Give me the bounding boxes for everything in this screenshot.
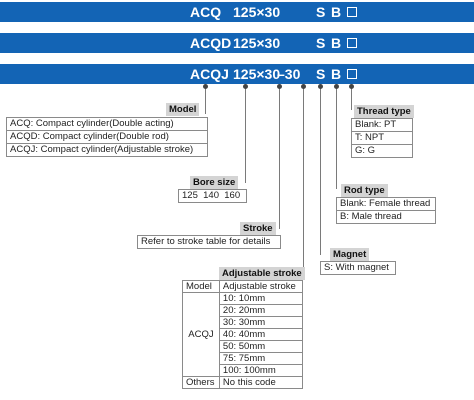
code-bar-acqd bbox=[0, 33, 474, 53]
adjustable-connector bbox=[303, 86, 304, 277]
bore-values: 125 140 160 bbox=[182, 190, 241, 201]
model-option: ACQJ: Compact cylinder(Adjustable stroke) bbox=[7, 143, 207, 156]
bore-options bbox=[178, 189, 247, 203]
code-model: ACQ bbox=[190, 4, 222, 20]
rod-option: Blank: Female thread bbox=[340, 198, 431, 209]
stroke-options bbox=[137, 235, 281, 249]
rod-dot bbox=[334, 84, 339, 89]
model-options bbox=[6, 117, 208, 157]
adjustable-value: 75: 75mm bbox=[219, 353, 302, 365]
rod-label: Rod type bbox=[341, 184, 388, 197]
thread-options bbox=[351, 118, 413, 158]
code-model: ACQJ bbox=[190, 66, 229, 82]
thread-placeholder-box bbox=[347, 38, 357, 48]
stroke-value: Refer to stroke table for details bbox=[141, 236, 271, 247]
adjustable-others-model: Others bbox=[183, 377, 220, 389]
rod-option: B: Male thread bbox=[337, 210, 435, 223]
stroke-label: Stroke bbox=[240, 222, 276, 235]
code-bar-acq bbox=[0, 2, 474, 22]
rod-options bbox=[336, 197, 436, 224]
adjustable-dot bbox=[301, 84, 306, 89]
rod-connector bbox=[336, 86, 337, 189]
code-size: 125×30 bbox=[233, 4, 281, 20]
magnet-label: Magnet bbox=[330, 248, 369, 261]
thread-option: T: NPT bbox=[352, 131, 412, 144]
code-rod: B bbox=[331, 66, 342, 82]
adjustable-value: 20: 20mm bbox=[219, 305, 302, 317]
adjustable-header-stroke: Adjustable stroke bbox=[219, 281, 302, 293]
magnet-options bbox=[320, 261, 396, 275]
model-label: Model bbox=[166, 103, 199, 116]
adjustable-value: 40: 40mm bbox=[219, 329, 302, 341]
adjustable-group-model: ACQJ bbox=[183, 293, 220, 377]
thread-placeholder-box bbox=[347, 69, 357, 79]
code-size: 125×30 bbox=[233, 66, 281, 82]
thread-option: G: G bbox=[352, 144, 412, 157]
thread-dot bbox=[349, 84, 354, 89]
model-connector bbox=[205, 86, 206, 114]
model-option: ACQ: Compact cylinder(Double acting) bbox=[10, 118, 174, 129]
code-model: ACQD bbox=[190, 35, 232, 51]
adjustable-value: 100: 100mm bbox=[219, 365, 302, 377]
code-magnet: S bbox=[316, 4, 326, 20]
code-rod: B bbox=[331, 4, 342, 20]
bore-label: Bore size bbox=[190, 176, 238, 189]
magnet-dot bbox=[318, 84, 323, 89]
code-stroke-suffix: –30 bbox=[277, 66, 301, 82]
code-rod: B bbox=[331, 35, 342, 51]
model-dot bbox=[203, 84, 208, 89]
stroke-connector bbox=[279, 86, 280, 229]
thread-placeholder-box bbox=[347, 7, 357, 17]
adjustable-table bbox=[182, 280, 303, 389]
adjustable-header-model: Model bbox=[183, 281, 220, 293]
code-bar-acqj bbox=[0, 64, 474, 84]
bore-connector bbox=[245, 86, 246, 183]
adjustable-value: 10: 10mm bbox=[219, 293, 302, 305]
thread-label: Thread type bbox=[354, 105, 414, 118]
magnet-connector bbox=[320, 86, 321, 255]
adjustable-label: Adjustable stroke bbox=[219, 267, 305, 280]
stroke-dot bbox=[277, 84, 282, 89]
bore-dot bbox=[243, 84, 248, 89]
magnet-value: S: With magnet bbox=[324, 262, 389, 273]
adjustable-value: 30: 30mm bbox=[219, 317, 302, 329]
thread-connector bbox=[351, 86, 352, 110]
thread-option: Blank: PT bbox=[355, 119, 397, 130]
code-size: 125×30 bbox=[233, 35, 281, 51]
adjustable-others-value: No this code bbox=[219, 377, 302, 389]
code-magnet: S bbox=[316, 66, 326, 82]
model-option: ACQD: Compact cylinder(Double rod) bbox=[7, 130, 207, 143]
code-magnet: S bbox=[316, 35, 326, 51]
adjustable-value: 50: 50mm bbox=[219, 341, 302, 353]
